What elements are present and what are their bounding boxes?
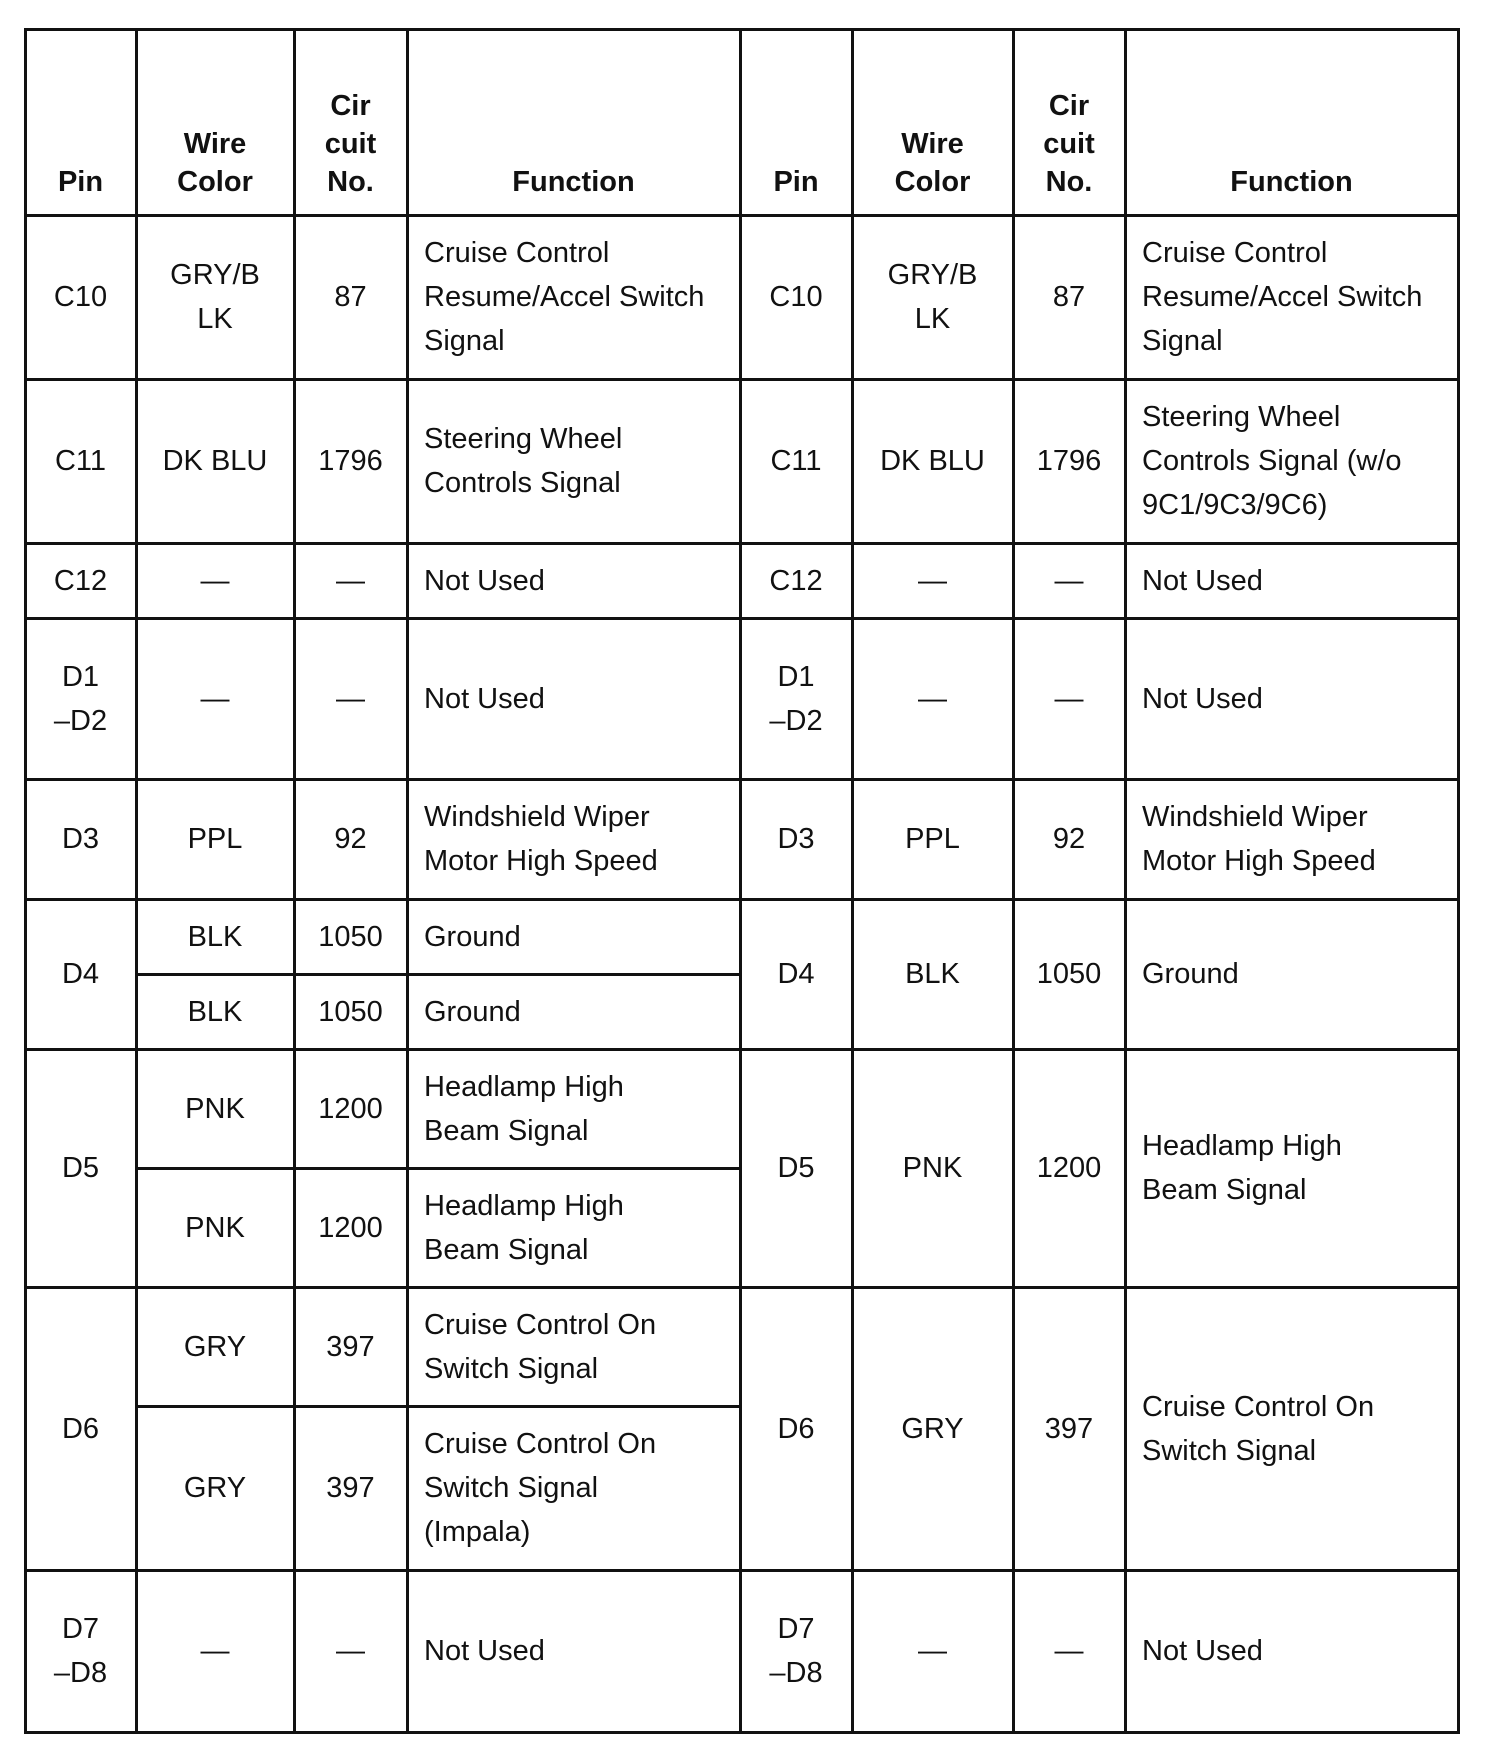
left-circuit-cell-line: 397	[326, 1472, 375, 1504]
right-wire-color-cell-line: LK	[914, 303, 951, 335]
left-header-circuit-no-line: No.	[327, 166, 374, 198]
column-divider	[1124, 28, 1127, 1734]
right-wire-color-cell-line: —	[918, 682, 947, 715]
right-function-cell-line: Cruise Control On	[1142, 1390, 1375, 1423]
right-function-cell	[1125, 379, 1458, 543]
right-circuit-cell-line: 1050	[1036, 958, 1102, 990]
left-function-cell-line: Steering Wheel	[424, 423, 623, 455]
left-wire-color-cell	[136, 1049, 294, 1168]
row-divider	[24, 1569, 1460, 1572]
left-pin-cell-line: D4	[61, 958, 100, 990]
left-header-wire-color-line: Color	[177, 166, 253, 198]
row-divider	[24, 1048, 1460, 1051]
right-wire-color-cell	[852, 899, 1013, 1049]
left-pin-cell-line: D3	[61, 823, 100, 855]
left-wire-color-cell-line: LK	[197, 303, 233, 335]
right-wire-color-cell	[852, 543, 1013, 618]
right-circuit-cell	[1013, 1570, 1125, 1732]
row-divider	[24, 1286, 1460, 1289]
right-circuit-cell	[1013, 1049, 1125, 1287]
column-divider	[1012, 28, 1015, 1734]
left-wire-color-cell	[136, 215, 294, 379]
right-function-cell-line: Controls Signal (w/o	[1142, 445, 1402, 477]
left-function-cell	[407, 974, 740, 1049]
column-divider	[135, 28, 138, 1734]
right-circuit-cell-line: 397	[1044, 1412, 1094, 1445]
left-function-cell	[407, 779, 740, 899]
left-function-cell-line: Ground	[424, 995, 521, 1028]
right-header-function-line: Function	[1230, 166, 1353, 198]
right-pin-cell	[740, 379, 852, 543]
left-wire-color-cell-line: BLK	[187, 920, 243, 953]
column-divider	[406, 28, 409, 1734]
left-wire-color-cell	[136, 899, 294, 974]
left-subrow-divider	[135, 973, 742, 976]
left-pin-cell-line: D6	[61, 1412, 100, 1445]
right-pin-cell-line: D4	[777, 958, 815, 990]
right-circuit-cell	[1013, 1287, 1125, 1570]
left-wire-color-cell	[136, 1287, 294, 1406]
left-subrow-divider	[135, 1167, 742, 1170]
left-wire-color-cell	[136, 1168, 294, 1287]
left-pin-cell-line: D7	[61, 1613, 100, 1645]
table-top-border	[24, 28, 1460, 31]
left-function-cell-line: Switch Signal	[424, 1472, 599, 1504]
right-function-cell	[1125, 618, 1458, 779]
right-function-cell-line: Resume/Accel Switch	[1142, 281, 1423, 313]
left-function-cell-line: Ground	[424, 920, 521, 953]
right-pin-cell	[740, 899, 852, 1049]
right-wire-color-cell-line: DK BLU	[880, 445, 985, 477]
right-circuit-cell-line: 87	[1052, 281, 1086, 313]
right-pin-cell	[740, 215, 852, 379]
right-circuit-cell	[1013, 379, 1125, 543]
left-circuit-cell-line: 1050	[318, 920, 383, 953]
left-pin-cell-line: –D2	[53, 704, 108, 737]
left-header-wire-color-line: Wire	[183, 128, 247, 160]
right-circuit-cell	[1013, 899, 1125, 1049]
left-pin-cell	[25, 215, 136, 379]
left-function-cell-line: Windshield Wiper	[424, 801, 650, 833]
left-function-cell-line: Motor High Speed	[424, 845, 658, 877]
row-divider	[24, 617, 1460, 620]
right-wire-color-cell	[852, 1049, 1013, 1287]
right-function-cell-line: Not Used	[1142, 1635, 1263, 1667]
left-circuit-cell	[294, 543, 407, 618]
left-wire-color-cell	[136, 379, 294, 543]
left-pin-cell-line: C12	[53, 564, 108, 597]
row-divider	[24, 378, 1460, 381]
left-circuit-cell	[294, 618, 407, 779]
right-circuit-cell-line: —	[1054, 1635, 1084, 1667]
left-circuit-cell-line: 1200	[318, 1092, 383, 1125]
left-circuit-cell-line: 1200	[318, 1211, 383, 1244]
right-pin-cell	[740, 543, 852, 618]
right-pin-cell	[740, 1287, 852, 1570]
right-function-cell	[1125, 543, 1458, 618]
left-circuit-cell	[294, 379, 407, 543]
left-circuit-cell	[294, 1287, 407, 1406]
left-pin-cell-line: D1	[61, 660, 100, 693]
right-circuit-cell	[1013, 215, 1125, 379]
right-function-cell	[1125, 1049, 1458, 1287]
right-function-cell-line: Steering Wheel	[1142, 401, 1341, 433]
left-wire-color-cell-line: BLK	[187, 995, 243, 1028]
left-function-cell	[407, 1406, 740, 1570]
left-wire-color-cell	[136, 1406, 294, 1570]
left-circuit-cell	[294, 1168, 407, 1287]
right-function-cell	[1125, 899, 1458, 1049]
left-function-cell-line: Cruise Control On	[424, 1308, 657, 1341]
right-header-function	[1125, 29, 1458, 215]
left-function-cell-line: Cruise Control	[424, 237, 610, 269]
left-function-cell-line: Not Used	[424, 682, 545, 715]
left-wire-color-cell-line: PNK	[185, 1092, 245, 1125]
left-function-cell-line: Signal	[424, 325, 505, 357]
left-header-circuit-no	[294, 29, 407, 215]
left-pin-cell	[25, 1570, 136, 1732]
left-function-cell	[407, 1570, 740, 1732]
left-wire-color-cell-line: GRY	[183, 1330, 247, 1363]
left-header-pin-line: Pin	[57, 166, 104, 198]
row-divider	[24, 898, 1460, 901]
right-function-cell	[1125, 1570, 1458, 1732]
left-pin-cell	[25, 1287, 136, 1570]
left-pin-cell-line: C11	[54, 445, 107, 477]
right-pin-cell-line: D5	[777, 1152, 815, 1184]
left-function-cell-line: Cruise Control On	[424, 1428, 657, 1460]
left-wire-color-cell	[136, 1570, 294, 1732]
left-pin-cell	[25, 899, 136, 1049]
right-circuit-cell-line: 1200	[1036, 1152, 1102, 1184]
left-pin-cell-line: D5	[61, 1152, 100, 1184]
left-function-cell-line: Headlamp High	[424, 1070, 624, 1103]
left-header-circuit-no-line: cuit	[324, 128, 377, 160]
left-header-pin	[25, 29, 136, 215]
right-wire-color-cell	[852, 215, 1013, 379]
right-header-circuit-no	[1013, 29, 1125, 215]
right-pin-cell	[740, 1570, 852, 1732]
column-divider	[739, 28, 742, 1734]
right-pin-cell-line: C11	[770, 445, 822, 477]
left-circuit-cell	[294, 1406, 407, 1570]
right-pin-cell-line: D7	[777, 1613, 815, 1645]
left-function-cell	[407, 1287, 740, 1406]
right-pin-cell-line: C10	[769, 281, 823, 313]
left-function-cell-line: Not Used	[424, 1635, 545, 1667]
left-wire-color-cell	[136, 543, 294, 618]
right-header-wire-color-line: Color	[894, 166, 971, 198]
left-pin-cell-line: C10	[53, 281, 108, 313]
right-wire-color-cell-line: —	[918, 564, 947, 597]
right-wire-color-cell-line: PPL	[905, 823, 960, 855]
right-wire-color-cell-line: PNK	[902, 1152, 963, 1184]
right-header-circuit-no-line: No.	[1045, 166, 1093, 198]
left-function-cell-line: Resume/Accel Switch	[424, 281, 705, 313]
right-circuit-cell-line: —	[1054, 682, 1084, 715]
left-circuit-cell-line: 1050	[318, 995, 383, 1028]
left-circuit-cell	[294, 215, 407, 379]
left-wire-color-cell-line: GRY/B	[170, 259, 260, 291]
right-function-cell-line: 9C1/9C3/9C6)	[1142, 489, 1328, 521]
right-function-cell-line: Not Used	[1142, 682, 1263, 715]
right-pin-cell-line: –D8	[769, 1657, 823, 1689]
left-circuit-cell-line: —	[336, 564, 365, 597]
left-wire-color-cell	[136, 618, 294, 779]
left-function-cell-line: Beam Signal	[424, 1114, 589, 1147]
right-function-cell-line: Signal	[1142, 325, 1223, 357]
left-header-function-line: Function	[512, 166, 635, 198]
left-circuit-cell	[294, 1570, 407, 1732]
left-wire-color-cell	[136, 974, 294, 1049]
left-function-cell-line: Beam Signal	[424, 1233, 589, 1266]
right-pin-cell-line: –D2	[769, 704, 823, 737]
right-pin-cell	[740, 618, 852, 779]
right-wire-color-cell	[852, 618, 1013, 779]
right-function-cell-line: Motor High Speed	[1142, 845, 1376, 877]
right-wire-color-cell-line: —	[918, 1635, 947, 1667]
left-circuit-cell-line: 87	[334, 281, 367, 313]
left-function-cell-line: Controls Signal	[424, 467, 621, 499]
left-wire-color-cell-line: DK BLU	[162, 445, 268, 477]
column-divider	[293, 28, 296, 1734]
left-subrow-divider	[135, 1405, 742, 1408]
left-pin-cell	[25, 379, 136, 543]
right-function-cell-line: Cruise Control	[1142, 237, 1328, 269]
right-wire-color-cell	[852, 379, 1013, 543]
right-circuit-cell	[1013, 779, 1125, 899]
right-circuit-cell	[1013, 543, 1125, 618]
left-wire-color-cell-line: GRY	[183, 1472, 247, 1504]
right-wire-color-cell-line: BLK	[905, 958, 960, 990]
table-right-border	[1457, 28, 1460, 1734]
table-bottom-border	[24, 1731, 1460, 1734]
right-header-wire-color	[852, 29, 1013, 215]
left-circuit-cell	[294, 779, 407, 899]
right-pin-cell-line: D6	[777, 1412, 815, 1445]
right-circuit-cell-line: 1796	[1036, 445, 1102, 477]
column-divider	[851, 28, 854, 1734]
right-wire-color-cell-line: GRY/B	[887, 259, 978, 291]
right-wire-color-cell	[852, 779, 1013, 899]
left-function-cell	[407, 899, 740, 974]
right-pin-cell-line: D3	[777, 823, 815, 855]
right-function-cell	[1125, 1287, 1458, 1570]
left-pin-cell	[25, 1049, 136, 1287]
left-header-wire-color	[136, 29, 294, 215]
right-circuit-cell	[1013, 618, 1125, 779]
row-divider	[24, 778, 1460, 781]
left-pin-cell	[25, 618, 136, 779]
left-function-cell	[407, 215, 740, 379]
left-function-cell-line: Switch Signal	[424, 1352, 599, 1385]
right-wire-color-cell	[852, 1287, 1013, 1570]
left-wire-color-cell-line: PNK	[185, 1211, 245, 1244]
left-function-cell-line: Not Used	[424, 564, 545, 597]
right-function-cell-line: Ground	[1142, 958, 1239, 990]
left-circuit-cell-line: —	[336, 1635, 365, 1667]
left-circuit-cell	[294, 1049, 407, 1168]
left-wire-color-cell-line: —	[200, 564, 230, 597]
right-wire-color-cell-line: GRY	[901, 1412, 964, 1445]
left-function-cell	[407, 618, 740, 779]
left-circuit-cell-line: —	[336, 682, 365, 715]
left-header-function	[407, 29, 740, 215]
left-function-cell	[407, 1168, 740, 1287]
right-function-cell-line: Not Used	[1142, 564, 1263, 597]
left-wire-color-cell	[136, 779, 294, 899]
left-pin-cell	[25, 543, 136, 618]
row-divider	[24, 542, 1460, 545]
row-divider	[24, 214, 1460, 217]
right-circuit-cell-line: 92	[1052, 823, 1086, 855]
left-header-circuit-no-line: Cir	[330, 90, 371, 122]
left-circuit-cell	[294, 974, 407, 1049]
right-wire-color-cell	[852, 1570, 1013, 1732]
table-left-border	[24, 28, 27, 1734]
right-header-circuit-no-line: Cir	[1048, 90, 1090, 122]
left-circuit-cell-line: 397	[326, 1330, 375, 1363]
right-function-cell-line: Windshield Wiper	[1142, 801, 1368, 833]
right-pin-cell-line: C12	[769, 564, 823, 597]
right-pin-cell	[740, 779, 852, 899]
right-function-cell-line: Headlamp High	[1142, 1130, 1342, 1162]
left-wire-color-cell-line: —	[200, 682, 230, 715]
left-function-cell	[407, 379, 740, 543]
left-function-cell	[407, 543, 740, 618]
left-pin-cell	[25, 779, 136, 899]
right-pin-cell-line: D1	[777, 660, 815, 693]
right-header-pin-line: Pin	[773, 166, 819, 198]
right-function-cell	[1125, 779, 1458, 899]
left-circuit-cell	[294, 899, 407, 974]
left-function-cell-line: Headlamp High	[424, 1189, 624, 1222]
right-function-cell-line: Switch Signal	[1142, 1434, 1317, 1467]
left-circuit-cell-line: 1796	[318, 445, 383, 477]
left-circuit-cell-line: 92	[334, 823, 367, 855]
right-header-pin	[740, 29, 852, 215]
left-wire-color-cell-line: PPL	[187, 823, 243, 855]
right-circuit-cell-line: —	[1054, 564, 1084, 597]
right-pin-cell	[740, 1049, 852, 1287]
right-header-circuit-no-line: cuit	[1043, 128, 1095, 160]
left-function-cell-line: (Impala)	[424, 1516, 531, 1548]
left-wire-color-cell-line: —	[200, 1635, 230, 1667]
right-function-cell-line: Beam Signal	[1142, 1174, 1307, 1206]
left-pin-cell-line: –D8	[53, 1657, 108, 1689]
right-header-wire-color-line: Wire	[901, 128, 964, 160]
left-function-cell	[407, 1049, 740, 1168]
right-function-cell	[1125, 215, 1458, 379]
